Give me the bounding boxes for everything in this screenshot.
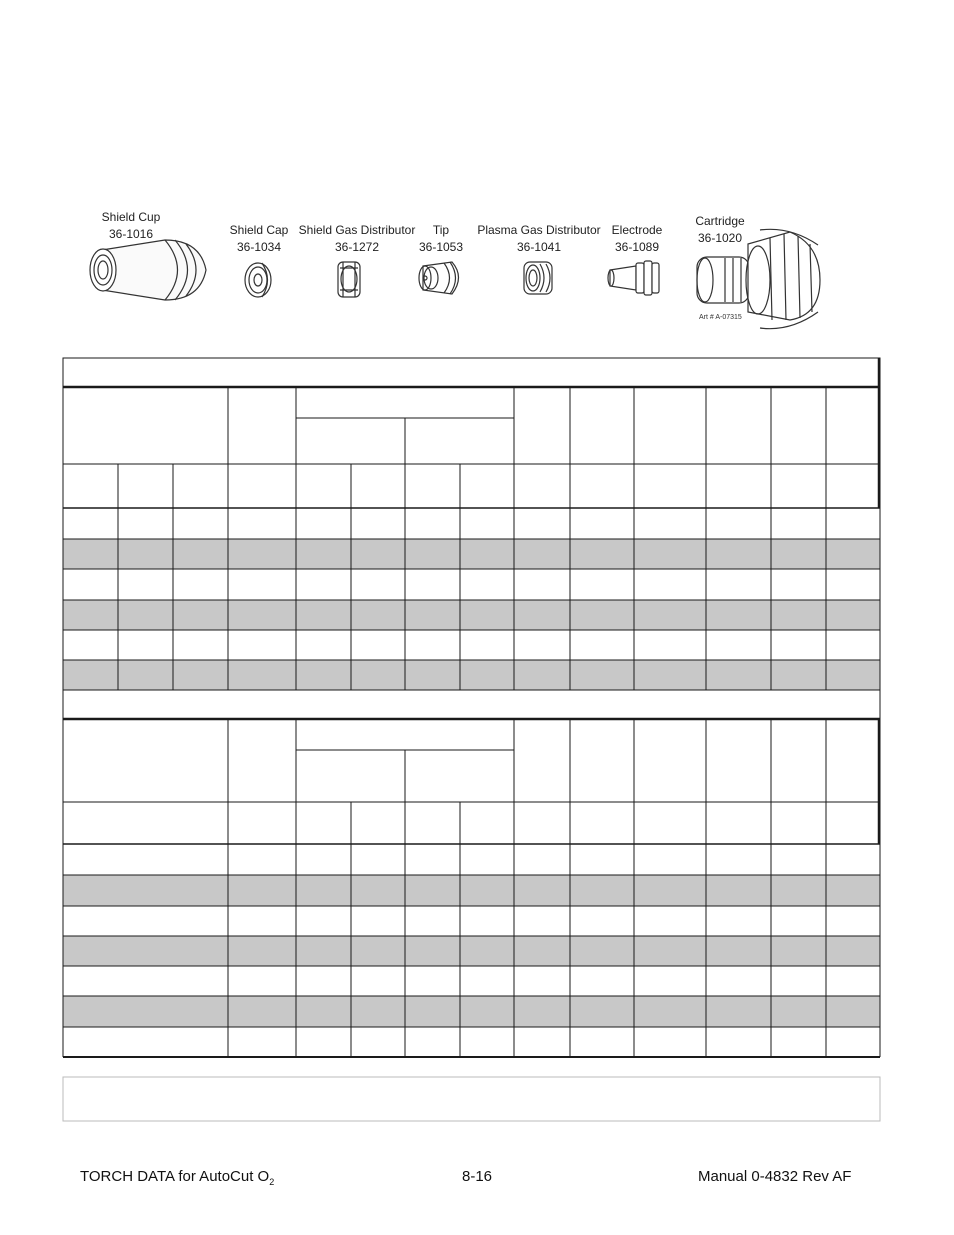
part-label-tip: Tip 36-1053 <box>418 223 464 254</box>
footer-manual-number: Manual 0-4832 Rev AF <box>698 1168 852 1185</box>
shield-cap-drawing <box>245 263 271 297</box>
plasma-gas-distributor-drawing <box>524 262 552 294</box>
part-label-cartridge: Cartridge 36-1020 <box>695 214 745 245</box>
part-label-shield-cup: Shield Cup 36-1016 <box>101 210 161 241</box>
footer-title: TORCH DATA for AutoCut O <box>80 1168 270 1185</box>
electrode-drawing <box>608 261 659 295</box>
footer-subscript: 2 <box>269 1177 275 1187</box>
notes-box <box>63 1077 880 1121</box>
footer-left <box>80 1168 274 1187</box>
shield-gas-distributor-drawing <box>338 262 360 297</box>
footer-page-number: 8-16 <box>462 1168 493 1185</box>
tip-drawing <box>419 262 459 294</box>
part-label-electrode: Electrode 36-1089 <box>611 223 663 254</box>
part-label-shield-cap: Shield Cap 36-1034 <box>229 223 289 254</box>
cut-chart-table-1 <box>63 358 880 690</box>
shield-cup-drawing <box>90 240 206 300</box>
art-number: Art # A-07315 <box>699 314 742 321</box>
part-label-plasma-gas-distributor: Plasma Gas Distributor 36-1041 <box>477 223 601 254</box>
cut-chart-table-2 <box>63 690 880 1057</box>
part-label-shield-gas-distributor: Shield Gas Distributor 36-1272 <box>298 223 416 254</box>
